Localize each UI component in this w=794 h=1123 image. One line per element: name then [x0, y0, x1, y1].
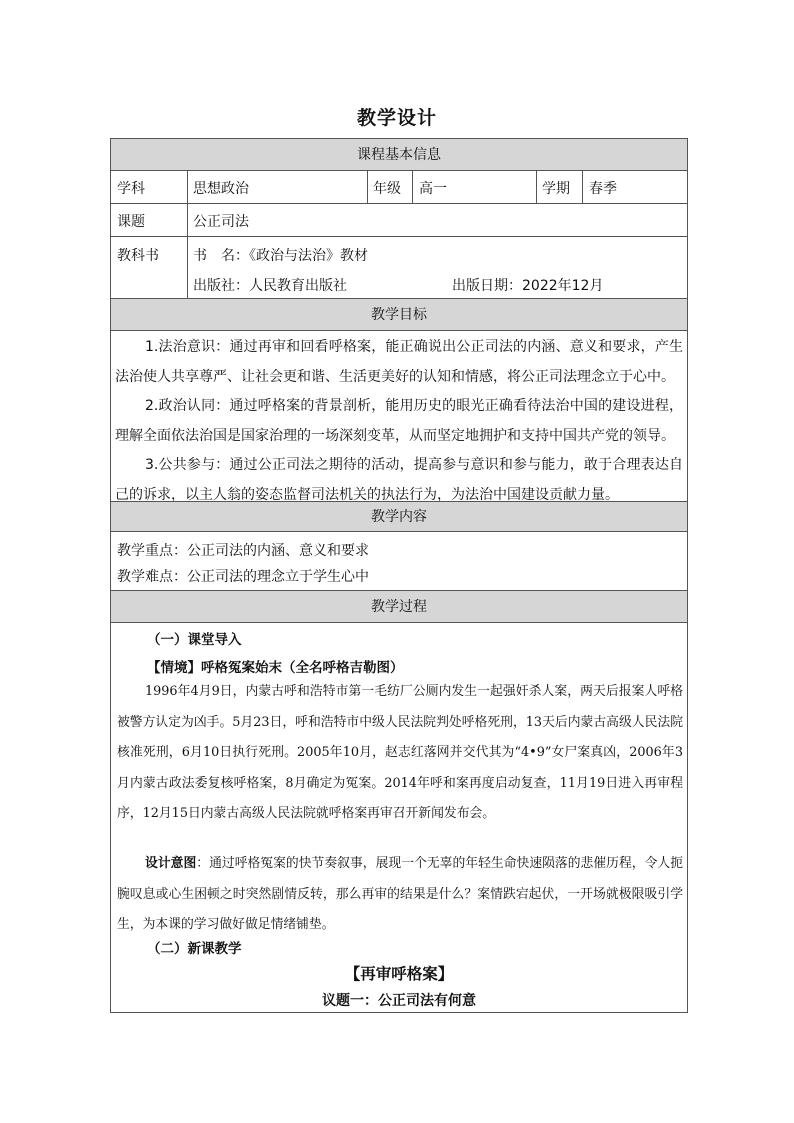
topic-label: 课题	[117, 214, 145, 230]
difficulty-point: 教学难点：公正司法的理念立于学生心中	[117, 569, 369, 585]
subject-value: 思想政治	[193, 181, 249, 197]
objective-text: 1.法治意识：通过再审和回看呼格案，能正确说出公正司法的内涵、意义和要求，产生法治使人共享尊严、让社会更和谐、生活更美好的认知和情感，将公正司法理念立于心中。	[115, 339, 683, 385]
objective-text: 2.政治认同：通过呼格案的背景剖析，能用历史的眼光正确看待法治中国的建设进程，理解全面依法治国是国家治理的一场深刻变革，从而坚定地拥护和支持中国共产党的领导。	[115, 398, 683, 444]
grade-label: 年级	[373, 181, 401, 197]
grade-value: 高一	[419, 181, 447, 197]
textbook-publisher: 出版社：人民教育出版社	[193, 278, 347, 294]
column-divider	[367, 171, 368, 203]
row-divider	[111, 236, 687, 237]
objective-text: 3.公共参与：通过公正司法之期待的活动，提高参与意识和参与能力，敢于合理表达自己的诉求，以主人翁的姿态监督司法机关的执法行为，为法治中国建设贡献力量。	[115, 457, 683, 503]
subject-label: 学科	[117, 181, 145, 197]
objective-item	[115, 392, 683, 451]
textbook-name: 书 名：《政治与法治》教材	[193, 248, 368, 264]
term-label: 学期	[542, 181, 570, 197]
topic-value: 公正司法	[193, 214, 249, 230]
column-divider	[412, 171, 413, 203]
step-classroom-intro: （一）课堂导入	[147, 632, 242, 648]
section-header-content: 教学内容	[111, 502, 687, 532]
column-divider	[187, 171, 188, 298]
document-title: 教学设计	[356, 107, 437, 129]
column-divider	[582, 171, 583, 203]
step-new-lesson: （二）新课教学	[147, 941, 242, 957]
design-intent-label: 设计意图	[145, 856, 197, 871]
scenario-heading	[147, 656, 404, 676]
section-header-process: 教学过程	[111, 591, 687, 623]
case-text: 1996年4月9日，内蒙古呼和浩特市第一毛纺厂公厕内发生一起强奸杀人案，两天后报案人呼格被警方认定为凶手。5月23日，呼和浩特市中级人民法院判处呼格死刑，13天后内蒙古高级人民法院核准死刑，6月10日执行死刑。2005年10月，赵志红落网并交代其为“4•9”女尸案真凶，2006年3月内蒙古政法委复核呼格案，8月确定为冤案。2014年呼和案再度启动复查，11月19日进入再审程序，12月15日内蒙古高级人民法院就呼格案再审召开新闻发布会。	[117, 684, 683, 821]
column-divider	[536, 171, 537, 203]
scenario-title: 呼格冤案始末（全名呼格吉勒图）	[201, 660, 404, 676]
case-description	[117, 677, 683, 830]
row-divider	[111, 203, 687, 204]
textbook-label: 教科书	[117, 248, 159, 264]
design-intent	[117, 849, 683, 941]
design-intent-text: ：通过呼格冤案的快节奏叙事，展现一个无辜的年轻生命快速陨落的悲催历程，令人扼腕叹息或心生困顿之时突然剧情反转，那么再审的结果是什么？案情跌宕起伏，一开场就极限吸引学生，为本课的学习做好做足情绪铺垫。	[117, 856, 684, 932]
section-header-objectives: 教学目标	[111, 299, 687, 331]
scenario-tag: 【情境】	[147, 660, 201, 676]
module-title: 【再审呼格案】	[344, 965, 454, 983]
objective-item	[115, 333, 683, 392]
textbook-publish-date: 出版日期：2022年12月	[452, 278, 604, 294]
lesson-plan-table	[110, 138, 688, 1013]
question-title: 议题一：公正司法有何意	[322, 993, 476, 1009]
key-point: 教学重点：公正司法的内涵、意义和要求	[117, 543, 369, 559]
term-value: 春季	[589, 181, 617, 197]
section-header-basic-info: 课程基本信息	[111, 139, 687, 171]
